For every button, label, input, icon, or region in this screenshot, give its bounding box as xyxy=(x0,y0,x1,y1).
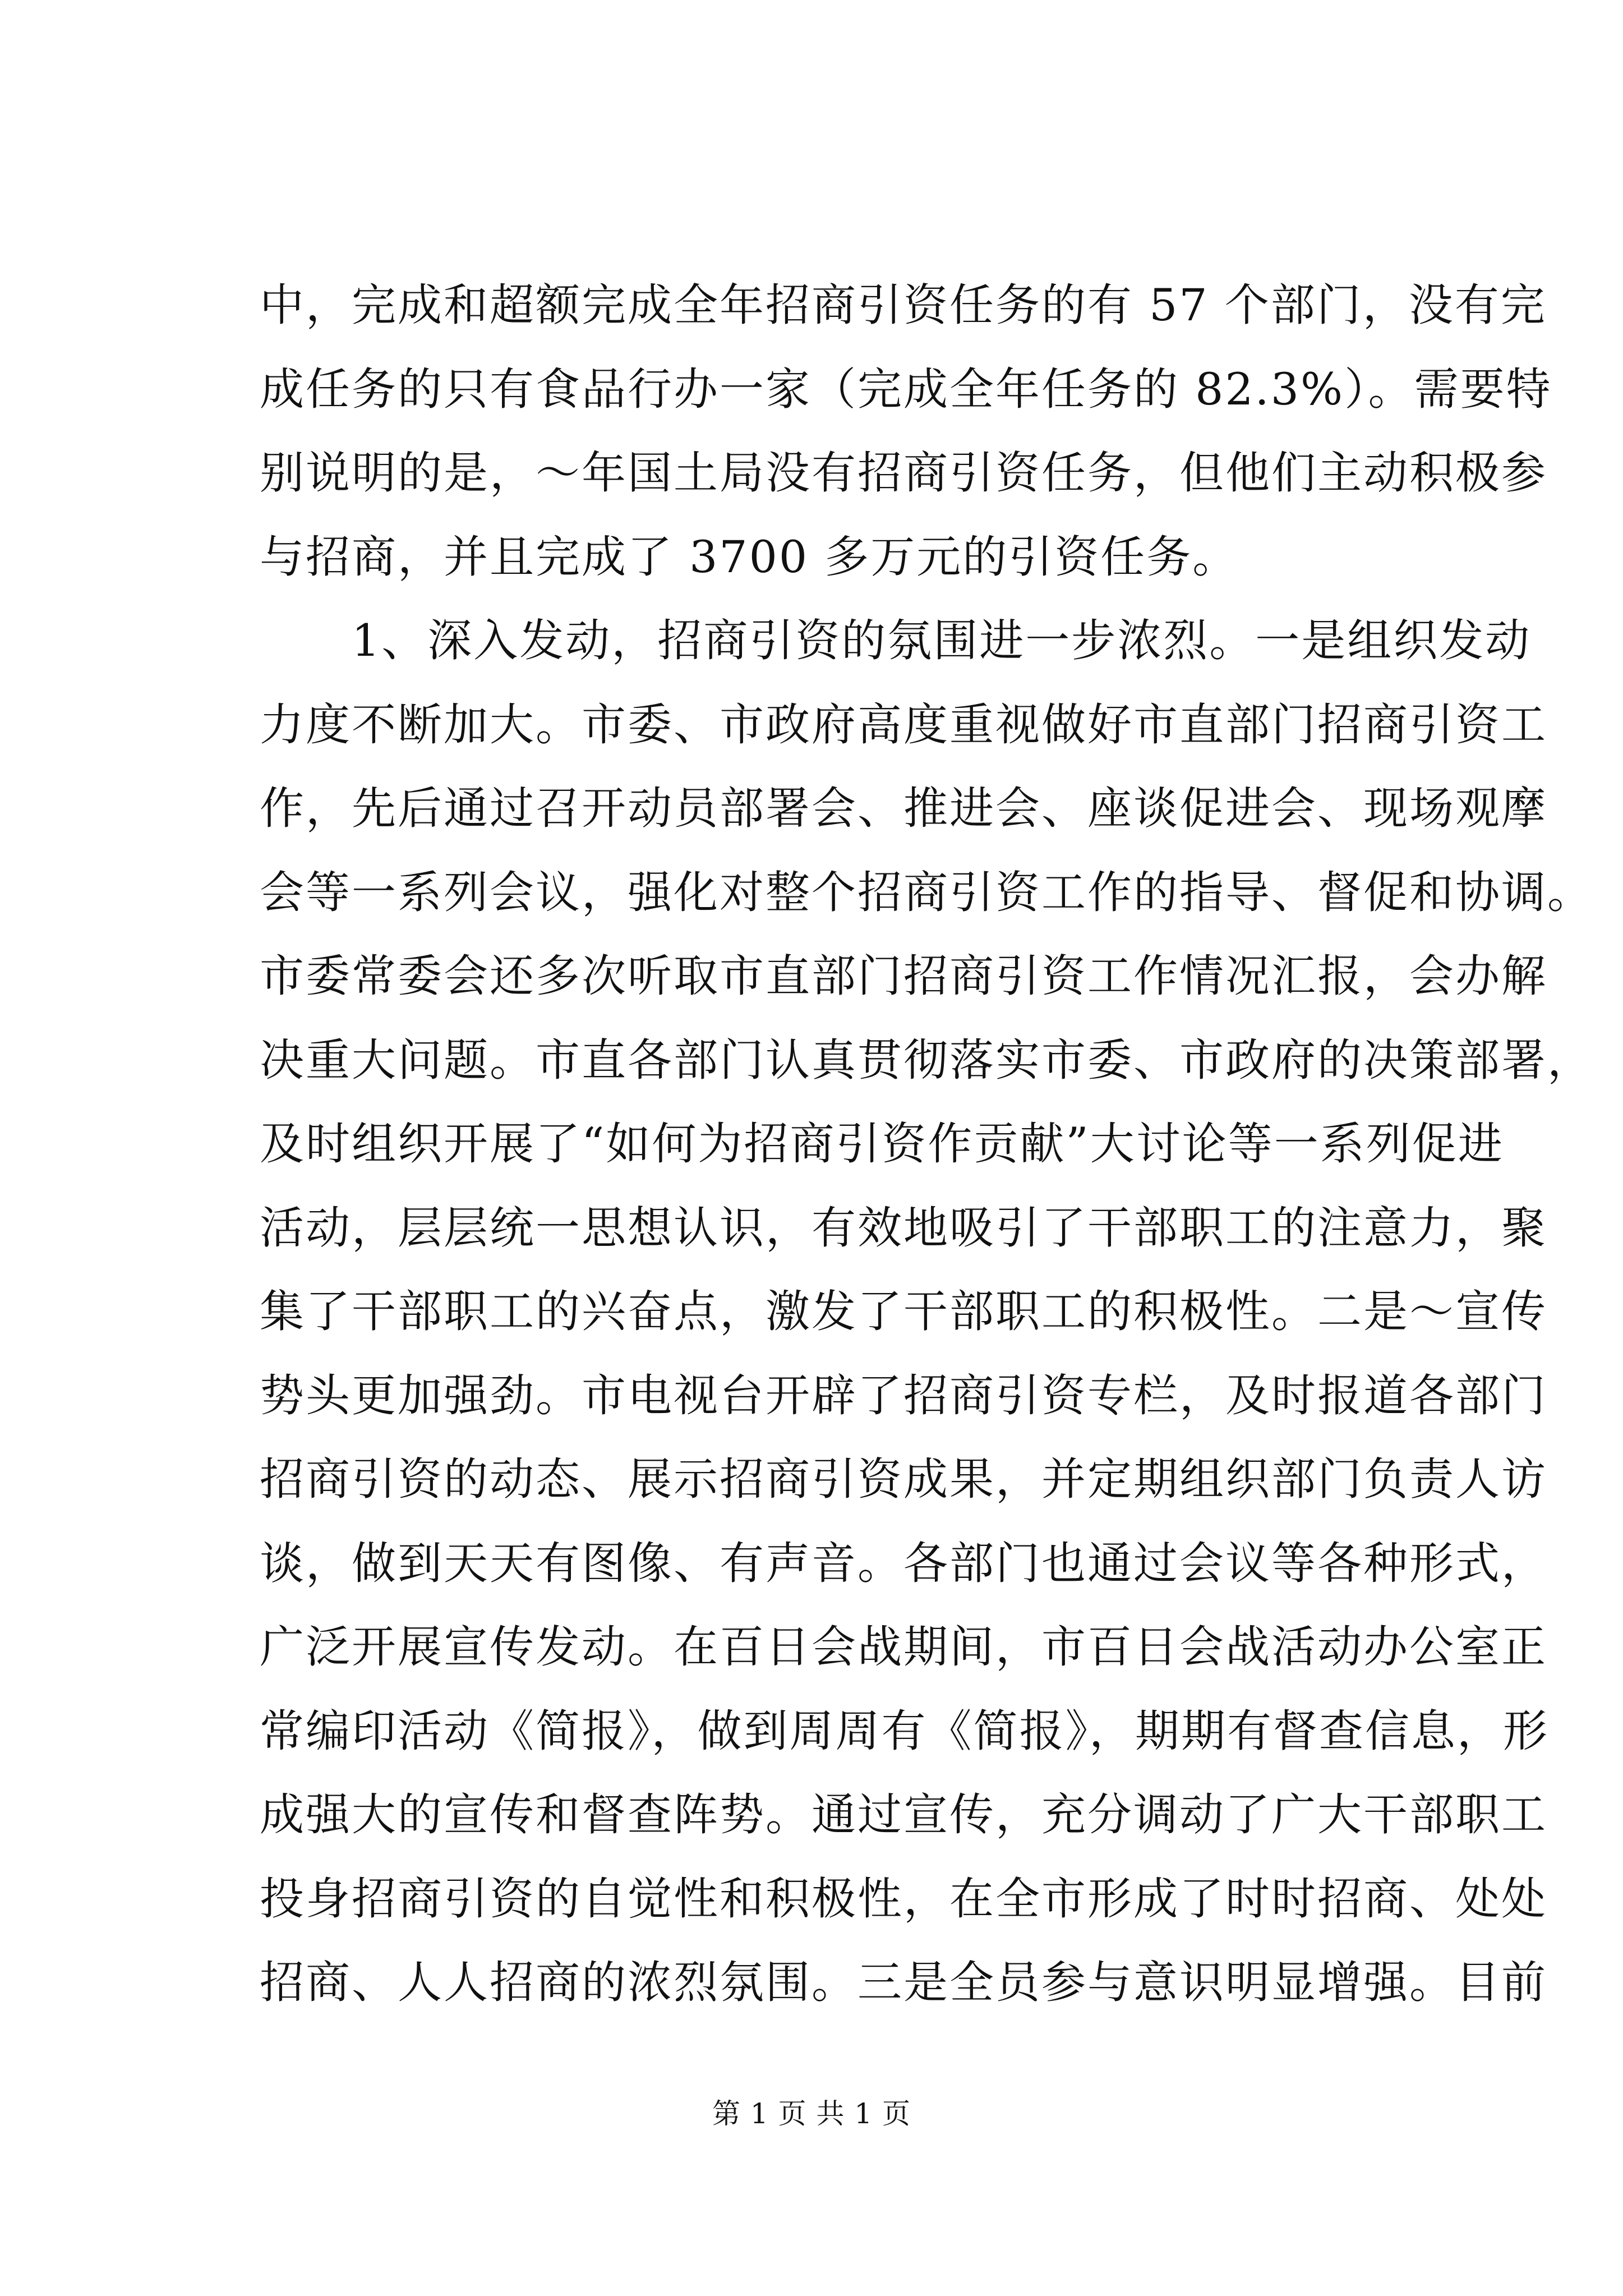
page-number-footer: 第 1 页 共 1 页 xyxy=(712,2097,911,2130)
text-line: 招商引资的动态、展示招商引资成果，并定期组织部门负责人访 xyxy=(260,1453,1547,1505)
text-line: 决重大问题。市直各部门认真贯彻落实市委、市政府的决策部署， xyxy=(260,1034,1593,1086)
text-line: 力度不断加大。市委、市政府高度重视做好市直部门招商引资工 xyxy=(260,698,1547,751)
text-line: 投身招商引资的自觉性和积极性，在全市形成了时时招商、处处 xyxy=(260,1872,1547,1925)
text-line: 作，先后通过召开动员部署会、推进会、座谈促进会、现场观摩 xyxy=(260,783,1547,834)
text-line: 活动，层层统一思想认识，有效地吸引了干部职工的注意力，聚 xyxy=(260,1202,1547,1254)
text-line: 与招商，并且完成了 3700 多万元的引资任务。 xyxy=(260,531,1239,583)
text-line: 常编印活动《简报》，做到周周有《简报》，期期有督查信息，形 xyxy=(260,1705,1549,1757)
text-line: 市委常委会还多次听取市直部门招商引资工作情况汇报，会办解 xyxy=(260,950,1547,1002)
text-line: 招商、人人招商的浓烈氛围。三是全员参与意识明显增强。目前 xyxy=(260,1957,1547,2008)
text-line: 成任务的只有食品行办一家（完成全年任务的 82.3%）。需要特 xyxy=(260,363,1552,415)
text-line: 广泛开展宣传发动。在百日会战期间，市百日会战活动办公室正 xyxy=(260,1621,1547,1673)
text-line: 别说明的是，～年国土局没有招商引资任务，但他们主动积极参 xyxy=(260,447,1547,499)
text-line: 中，完成和超额完成全年招商引资任务的有 57 个部门，没有完 xyxy=(260,279,1547,331)
text-line: 成强大的宣传和督查阵势。通过宣传，充分调动了广大干部职工 xyxy=(260,1789,1547,1841)
text-line: 及时组织开展了“如何为招商引资作贡献”大讨论等一系列促进 xyxy=(260,1118,1504,1170)
text-line: 集了干部职工的兴奋点，激发了干部职工的积极性。二是～宣传 xyxy=(260,1286,1547,1337)
body-text xyxy=(260,264,1593,2025)
text-line: 1、深入发动，招商引资的氛围进一步浓烈。一是组织发动 xyxy=(260,615,1532,666)
text-line: 谈，做到天天有图像、有声音。各部门也通过会议等各种形式， xyxy=(260,1537,1547,1589)
text-line: 势头更加强劲。市电视台开辟了招商引资专栏，及时报道各部门 xyxy=(260,1369,1547,1421)
text-line: 会等一系列会议，强化对整个招商引资工作的指导、督促和协调。 xyxy=(260,866,1593,918)
